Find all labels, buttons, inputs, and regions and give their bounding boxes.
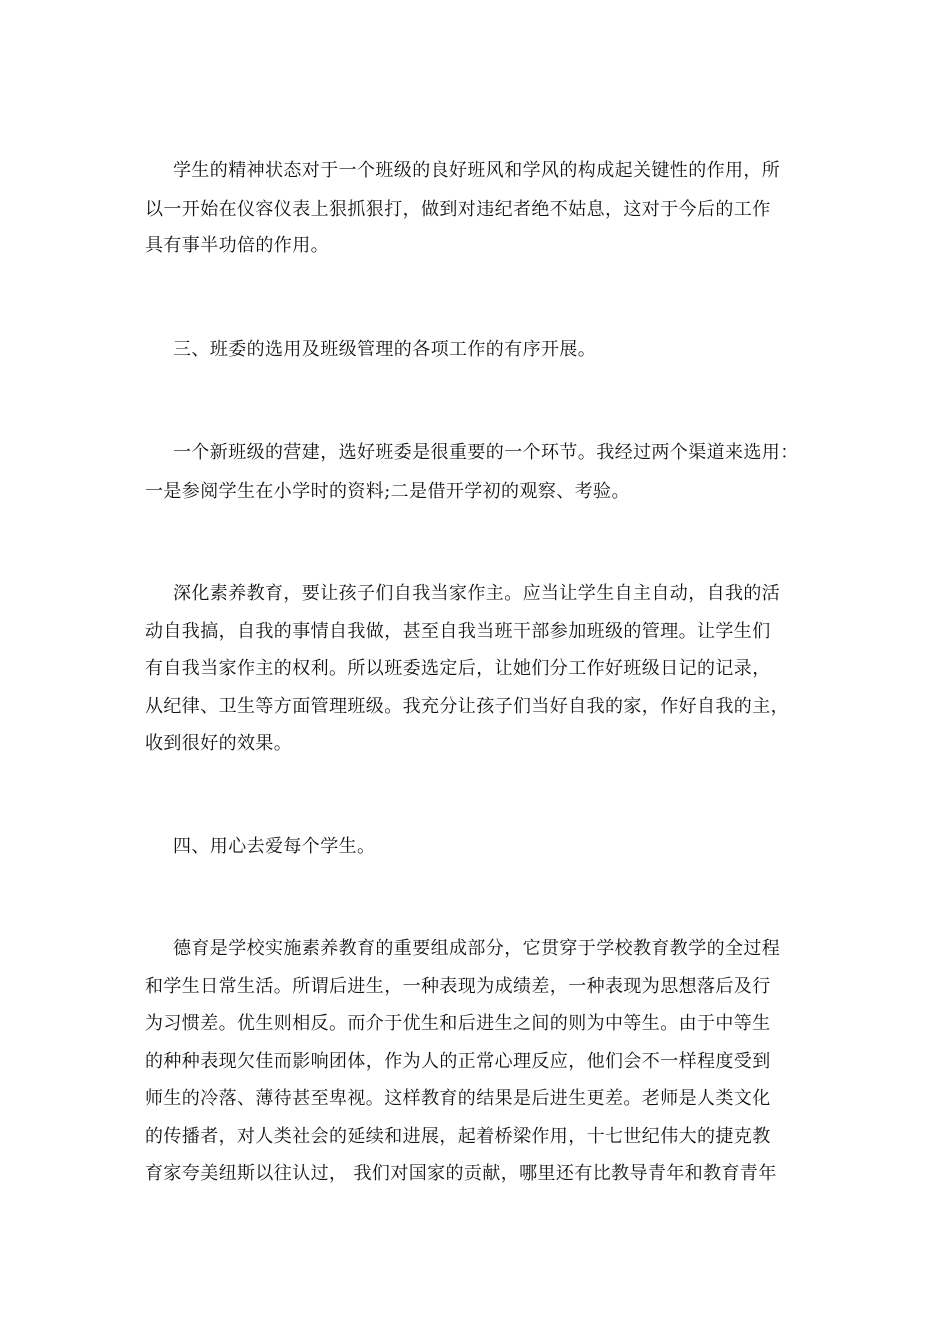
section-heading-4: 四、用心去爱每个学生。	[173, 836, 376, 857]
text-line: 学生的精神状态对于一个班级的良好班风和学风的构成起关键性的作用，所	[173, 160, 781, 181]
text-line: 动自我搞，自我的事情自我做，甚至自我当班干部参加班级的管理。让学生们	[145, 621, 771, 642]
text-line: 收到很好的效果。	[145, 733, 293, 754]
text-line: 一个新班级的营建，选好班委是很重要的一个环节。我经过两个渠道来选用：	[173, 442, 799, 463]
text-line: 深化素养教育，要让孩子们自我当家作主。应当让学生自主自动，自我的活	[173, 583, 781, 604]
text-line: 一是参阅学生在小学时的资料;二是借开学初的观察、考验。	[145, 481, 630, 502]
text-line: 德育是学校实施素养教育的重要组成部分，它贯穿于学校教育教学的全过程	[173, 938, 781, 959]
text-line: 师生的冷落、薄待甚至卑视。这样教育的结果是后进生更差。老师是人类文化	[145, 1088, 771, 1109]
text-line: 从纪律、卫生等方面管理班级。我充分让孩子们当好自我的家，作好自我的主，	[145, 696, 789, 717]
text-line: 和学生日常生活。所谓后进生，一种表现为成绩差，一种表现为思想落后及行	[145, 976, 771, 997]
text-line: 具有事半功倍的作用。	[145, 235, 329, 256]
text-line: 有自我当家作主的权利。所以班委选定后，让她们分工作好班级日记的记录，	[145, 658, 771, 679]
section-heading-3: 三、班委的选用及班级管理的各项工作的有序开展。	[173, 339, 597, 360]
text-line: 以一开始在仪容仪表上狠抓狠打，做到对违纪者绝不姑息，这对于今后的工作	[145, 199, 771, 220]
text-line: 为习惯差。优生则相反。而介于优生和后进生之间的则为中等生。由于中等生	[145, 1013, 771, 1034]
text-line: 的传播者，对人类社会的延续和进展，起着桥梁作用，十七世纪伟大的捷克教	[145, 1126, 771, 1147]
text-line: 的种种表现欠佳而影响团体，作为人的正常心理反应，他们会不一样程度受到	[145, 1051, 771, 1072]
text-line: 育家夸美纽斯以往认过， 我们对国家的贡献，哪里还有比教导青年和教育青年	[145, 1163, 777, 1184]
